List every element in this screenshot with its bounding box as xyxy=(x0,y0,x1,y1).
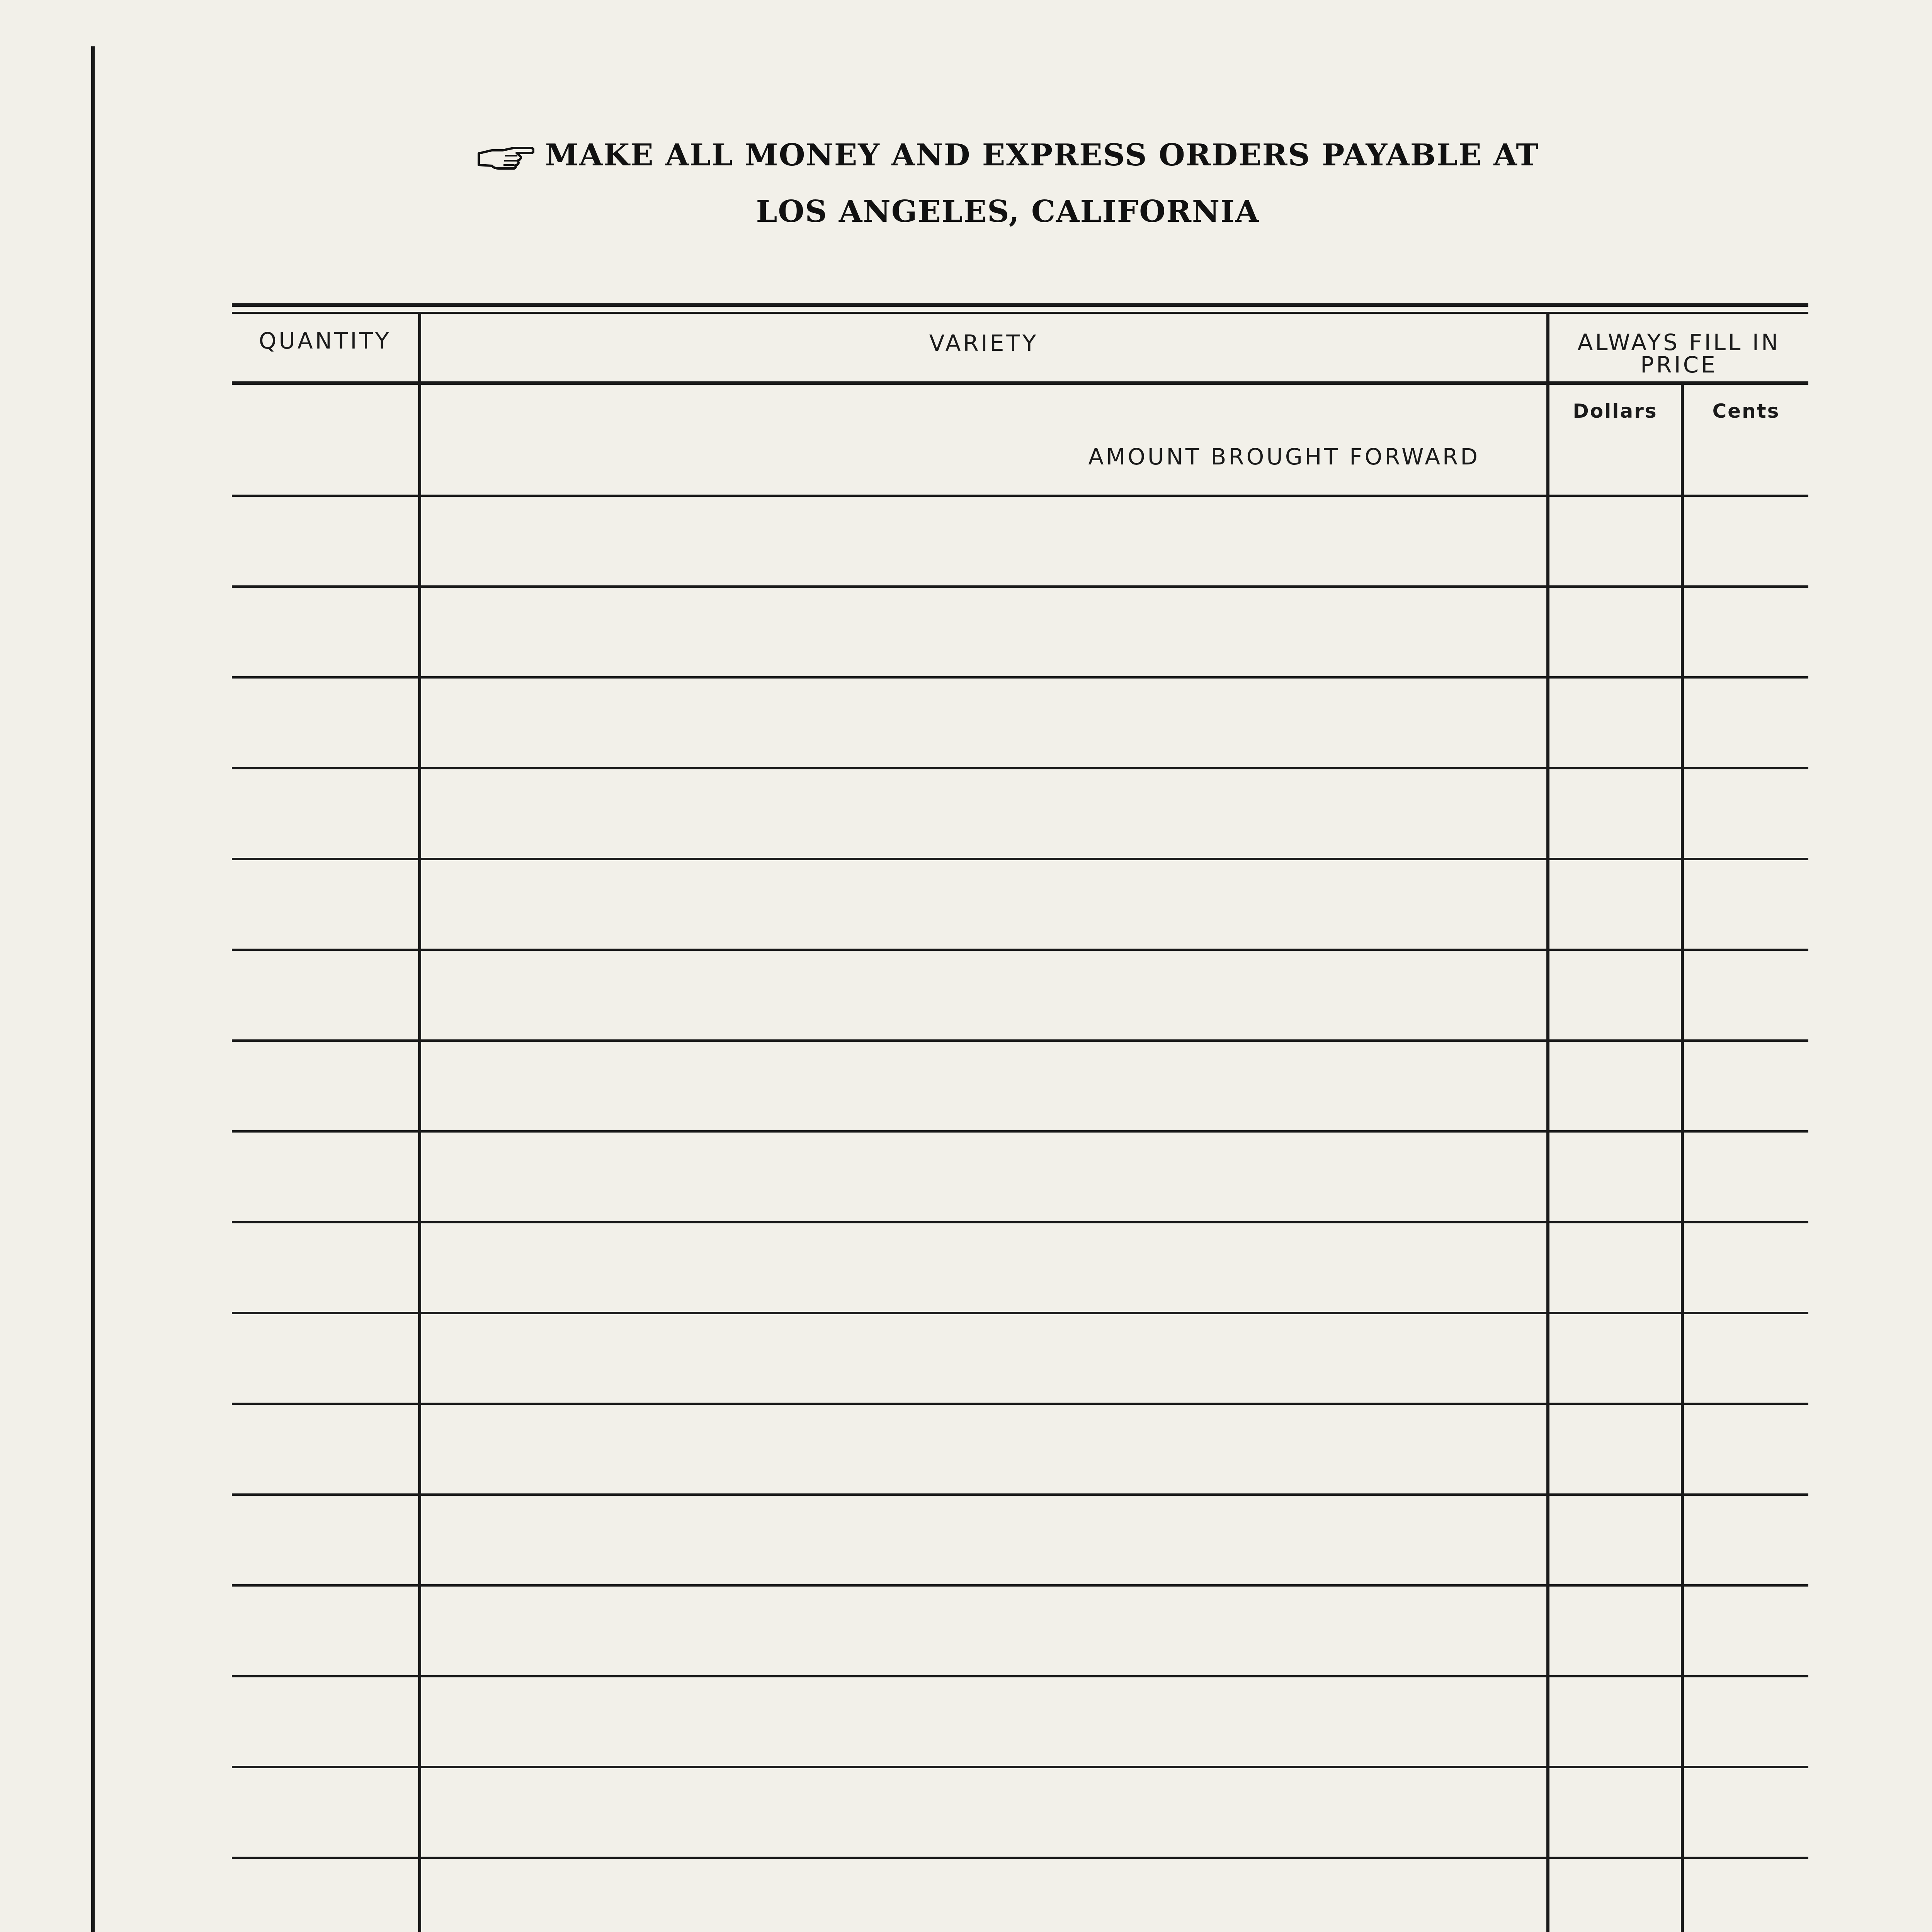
amount-brought-forward-label: AMOUNT BROUGHT FORWARD xyxy=(1088,444,1480,470)
payment-notice-line2: LOS ANGELES, CALIFORNIA xyxy=(756,194,1260,229)
row-rule xyxy=(232,1584,1808,1587)
variety-column-rule xyxy=(1546,313,1549,1932)
row-rule xyxy=(232,767,1808,769)
variety-header: VARIETY xyxy=(929,330,1039,356)
row-rule xyxy=(232,1039,1808,1042)
pointing-hand-icon xyxy=(476,145,534,170)
row-rule xyxy=(232,1493,1808,1496)
payment-notice-line1 xyxy=(0,138,1932,173)
dollars-column-rule xyxy=(1681,383,1684,1932)
row-rule xyxy=(232,495,1808,497)
row-rule xyxy=(232,858,1808,860)
table-top-rule-inner xyxy=(232,312,1808,314)
price-header-line1: ALWAYS FILL IN xyxy=(1577,329,1781,355)
quantity-header: QUANTITY xyxy=(259,328,391,354)
row-rule xyxy=(232,1857,1808,1859)
table-top-rule xyxy=(232,303,1808,307)
row-rule xyxy=(232,1130,1808,1133)
row-rule xyxy=(232,1403,1808,1405)
row-rule xyxy=(232,676,1808,679)
row-rule xyxy=(232,1675,1808,1677)
row-rule xyxy=(232,949,1808,951)
row-rule xyxy=(232,585,1808,588)
row-rule xyxy=(232,1221,1808,1223)
cents-header: Cents xyxy=(1712,400,1780,422)
margin-rule xyxy=(91,46,95,1932)
dollars-header: Dollars xyxy=(1573,400,1658,422)
price-header-line2: PRICE xyxy=(1640,352,1718,378)
quantity-column-rule xyxy=(418,313,421,1932)
row-rule xyxy=(232,1312,1808,1314)
price-subheader-rule xyxy=(1546,381,1808,385)
row-rule xyxy=(232,1766,1808,1768)
order-form-table xyxy=(232,303,1808,1932)
payment-notice-text: MAKE ALL MONEY AND EXPRESS ORDERS PAYABLE AT xyxy=(545,138,1539,173)
